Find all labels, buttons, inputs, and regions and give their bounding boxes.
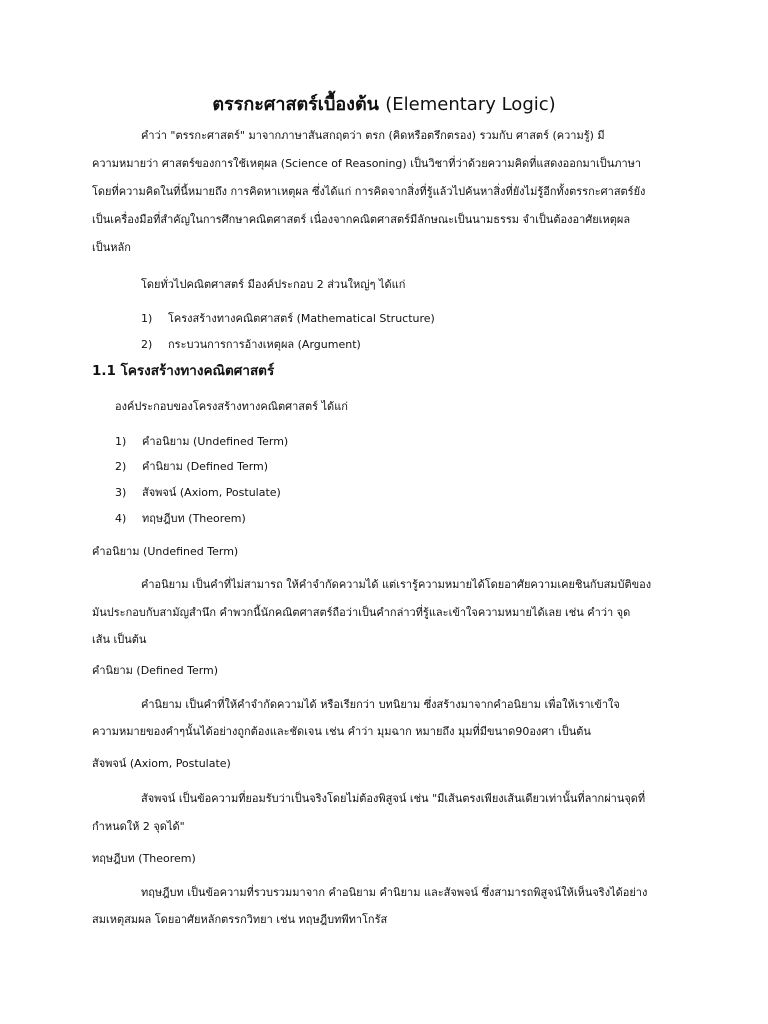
theorem-line-1: ทฤษฎีบท เป็นข้อความที่รวบรวมมาจาก คำอนิยาม คำนิยาม และสัจพจน์ ซึ่งสามารถพิสูจน์ให้เห็นจริงได้อย่าง [141, 886, 648, 899]
list-item [115, 510, 246, 528]
intro-line-1: คำว่า "ตรรกะศาสตร์" มาจากภาษาสันสกฤตว่า ตรก (คิดหรือตรึกตรอง) รวมกับ ศาสตร์ (ความรู้) มี [141, 129, 605, 142]
list-item [141, 336, 361, 354]
intro-line-3: โดยที่ความคิดในที่นี้หมายถึง การคิดหาเหตุผล ซึ่งได้แก่ การคิดจากสิ่งที่รู้แล้วไปค้นหาสิ่งที่ยังไม่รู้อีกทั้งตรรกะศาสตร์ยัง [92, 185, 646, 198]
heading-theorem: ทฤษฎีบท (Theorem) [92, 852, 196, 865]
list-item [115, 484, 281, 502]
intro-line-5: เป็นหลัก [92, 241, 131, 254]
axiom-line-1: สัจพจน์ เป็นข้อความที่ยอมรับว่าเป็นจริงโดยไม่ต้องพิสูจน์ เช่น "มีเส้นตรงเพียงเส้นเดียวเท่านั้นที่ลากผ่านจุดที่ [141, 792, 646, 805]
undefined-term-line-1: คำอนิยาม เป็นคำที่ไม่สามารถ ให้คำจำกัดความได้ แต่เรารู้ความหมายได้โดยอาศัยความเคยชินกับสมบัติของ [141, 578, 652, 591]
list-item-text: คำอนิยาม (Undefined Term) [142, 435, 289, 448]
page-title [0, 92, 768, 118]
defined-term-line-1: คำนิยาม เป็นคำที่ให้คำจำกัดความได้ หรือเรียกว่า บทนิยาม ซึ่งสร้างมาจากคำอนิยาม เพื่อให้เราเข้าใจ [141, 698, 620, 711]
heading-undefined-term: คำอนิยาม (Undefined Term) [92, 545, 239, 558]
list-item-number: 1) [141, 312, 153, 325]
axiom-line-2: กำหนดให้ 2 จุดได้" [92, 820, 185, 833]
intro-line-4: เป็นเครื่องมือที่สำคัญในการศึกษาคณิตศาสตร์ เนื่องจากคณิตศาสตร์มีลักษณะเป็นนามธรรม จำเป็นต้องอาศัยเหตุผล [92, 213, 631, 226]
list-item [141, 310, 435, 328]
heading-axiom: สัจพจน์ (Axiom, Postulate) [92, 757, 231, 770]
list-item-text: สัจพจน์ (Axiom, Postulate) [142, 486, 281, 499]
section-1-1-intro: องค์ประกอบของโครงสร้างทางคณิตศาสตร์ ได้แก่ [115, 400, 348, 413]
list-item [115, 458, 268, 476]
theorem-line-2: สมเหตุสมผล โดยอาศัยหลักตรรกวิทยา เช่น ทฤษฎีบทพีทาโกรัส [92, 913, 388, 926]
section-heading-1-1: 1.1 โครงสร้างทางคณิตศาสตร์ [92, 363, 275, 379]
title-thai: ตรรกะศาสตร์เบื้องต้น [212, 94, 379, 115]
undefined-term-line-2: มันประกอบกับสามัญสำนึก คำพวกนี้นักคณิตศาสตร์ถือว่าเป็นคำกล่าวที่รู้และเข้าใจความหมายได้เลย เช่น คำว่า จุด [92, 606, 631, 619]
list-item [115, 433, 288, 451]
undefined-term-line-3: เส้น เป็นต้น [92, 633, 147, 646]
title-english: (Elementary Logic) [385, 94, 556, 115]
list-item-text: คำนิยาม (Defined Term) [142, 460, 269, 473]
components-intro: โดยทั่วไปคณิตศาสตร์ มีองค์ประกอบ 2 ส่วนใหญ่ๆ ได้แก่ [141, 278, 406, 291]
list-item-text: ทฤษฎีบท (Theorem) [142, 512, 246, 525]
list-item-number: 3) [115, 486, 127, 499]
list-item-number: 2) [141, 338, 153, 351]
list-item-number: 2) [115, 460, 127, 473]
heading-defined-term: คำนิยาม (Defined Term) [92, 664, 219, 677]
list-item-number: 4) [115, 512, 127, 525]
intro-line-2: ความหมายว่า ศาสตร์ของการใช้เหตุผล (Science of Reasoning) เป็นวิชาที่ว่าด้วยความคิดที่แสดงออกมาเป็นภาษา [92, 157, 642, 170]
list-item-text: กระบวนการการอ้างเหตุผล (Argument) [168, 338, 361, 351]
defined-term-line-2: ความหมายของคำๆนั้นได้อย่างถูกต้องและชัดเจน เช่น คำว่า มุมฉาก หมายถึง มุมที่มีขนาด90องศา เป็นต้น [92, 725, 591, 738]
list-item-text: โครงสร้างทางคณิตศาสตร์ (Mathematical Structure) [168, 312, 435, 325]
list-item-number: 1) [115, 435, 127, 448]
